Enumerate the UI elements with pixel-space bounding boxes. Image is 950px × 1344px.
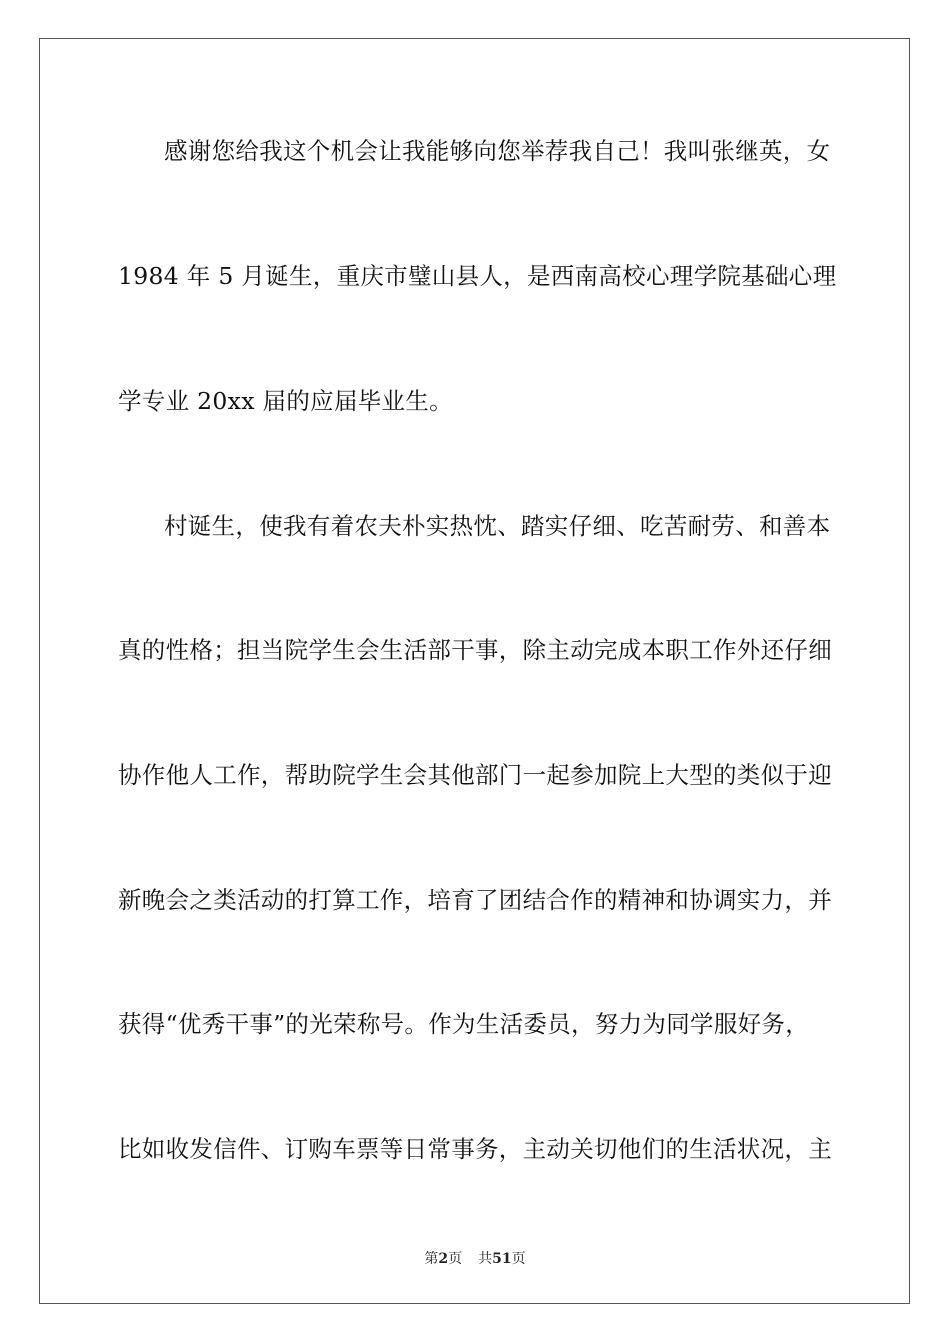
footer-page-number: 2	[438, 1251, 449, 1267]
page-border	[39, 38, 910, 1304]
footer-page-prefix: 第	[424, 1251, 439, 1267]
paragraph-line: 村诞生，使我有着农夫朴实热忱、踏实仔细、吃苦耐劳、和善本	[164, 512, 831, 540]
paragraph-line: 比如收发信件、订购车票等日常事务，主动关切他们的生活状况，主	[118, 1135, 832, 1163]
page-footer	[0, 1248, 950, 1268]
paragraph-line: 真的性格；担当院学生会生活部干事，除主动完成本职工作外还仔细	[118, 636, 832, 664]
paragraph-line: 1984 年 5 月诞生，重庆市璧山县人，是西南高校心理学院基础心理	[118, 262, 837, 290]
paragraph-line: 获得“优秀干事”的光荣称号。作为生活委员，努力为同学服好务，	[118, 1010, 810, 1038]
footer-total-pages: 51	[492, 1251, 512, 1267]
paragraph-line: 学专业 20xx 届的应届毕业生。	[118, 387, 453, 415]
footer-total-prefix: 共	[478, 1251, 493, 1267]
footer-page-suffix: 页	[448, 1251, 463, 1267]
paragraph-line: 协作他人工作，帮助院学生会其他部门一起参加院上大型的类似于迎	[118, 761, 832, 789]
paragraph-line: 感谢您给我这个机会让我能够向您举荐我自己！我叫张继英，女	[164, 137, 831, 165]
paragraph-line: 新晚会之类活动的打算工作，培育了团结合作的精神和协调实力，并	[118, 886, 832, 914]
footer-total-suffix: 页	[511, 1251, 526, 1267]
